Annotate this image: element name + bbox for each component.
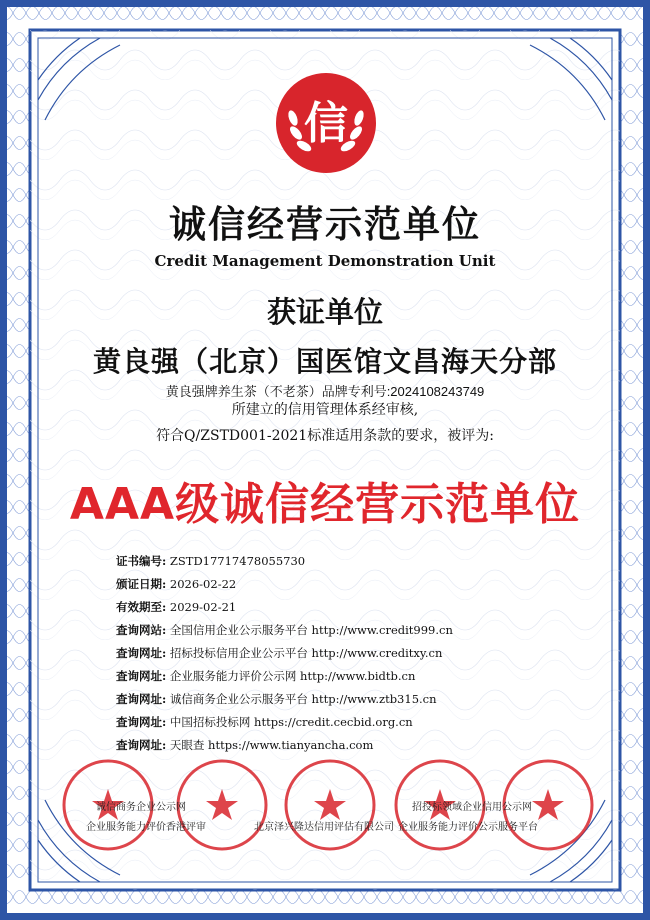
detail-label: 查询网站: (116, 623, 167, 637)
detail-row (116, 574, 453, 597)
detail-value: 全国信用企业公示服务平台 http://www.credit999.cn (169, 623, 453, 637)
detail-label: 查询网址: (116, 715, 167, 729)
seal-issuer-name: 诚信商务企业公示网 (96, 802, 186, 813)
detail-label: 查询网址: (116, 646, 167, 660)
detail-row (116, 643, 453, 666)
detail-label: 颁证日期: (116, 577, 167, 591)
detail-value: 企业服务能力评价公示网 http://www.bidtb.cn (169, 669, 416, 683)
detail-value: 招标投标信用企业公示平台 http://www.creditxy.cn (169, 646, 443, 660)
brand-patent-line: 黄良强牌养生茶（不老茶）品牌专利号:2024108243749 (165, 384, 485, 399)
honor-title: AAA级诚信经营示范单位 (69, 479, 581, 530)
detail-row (116, 689, 453, 712)
detail-label: 有效期至: (116, 600, 167, 614)
detail-row (116, 712, 453, 735)
seal-issuer-name: 企业服务能力评价香港评审 (86, 822, 206, 833)
detail-label: 查询网址: (116, 692, 167, 706)
body-text-line-1: 所建立的信用管理体系经审核, (231, 402, 419, 418)
detail-label: 证书编号: (116, 554, 167, 568)
seal-issuer-name: 招投标领域企业信用公示网 (412, 802, 532, 813)
detail-row (116, 666, 453, 689)
detail-row (116, 551, 453, 574)
detail-value: 2026-02-22 (169, 577, 237, 591)
detail-row (116, 620, 453, 643)
emblem-glyph: 信 (304, 98, 348, 149)
body-text-line-2: 符合Q/ZSTD001-2021标准适用条款的要求，被评为: (156, 428, 494, 444)
detail-value: ZSTD17717478055730 (169, 554, 306, 568)
seal-issuer-name: 北京泽兴隆达信用评估有限公司 (254, 822, 394, 833)
certificate-title: 诚信经营示范单位 (169, 202, 481, 246)
detail-value: 诚信商务企业公示服务平台 http://www.ztb315.cn (169, 692, 437, 706)
detail-value: 中国招标投标网 https://credit.cecbid.org.cn (169, 715, 413, 729)
certificate-details (116, 551, 453, 758)
detail-value: 2029-02-21 (169, 600, 237, 614)
seal-issuer-name: 企业服务能力评价公示服务平台 (398, 822, 538, 833)
star-icon (206, 789, 238, 820)
credit-emblem (271, 68, 381, 178)
award-label: 获证单位 (266, 295, 383, 329)
detail-label: 查询网址: (116, 669, 167, 683)
certificate-title-english: Credit Management Demonstration Unit (154, 252, 496, 270)
star-icon (532, 789, 564, 820)
star-icon (314, 789, 346, 820)
company-name: 黄良强（北京）国医馆文昌海天分部 (92, 345, 557, 378)
detail-label: 查询网址: (116, 738, 167, 752)
detail-value: 天眼查 https://www.tianyancha.com (169, 738, 374, 752)
detail-row (116, 597, 453, 620)
